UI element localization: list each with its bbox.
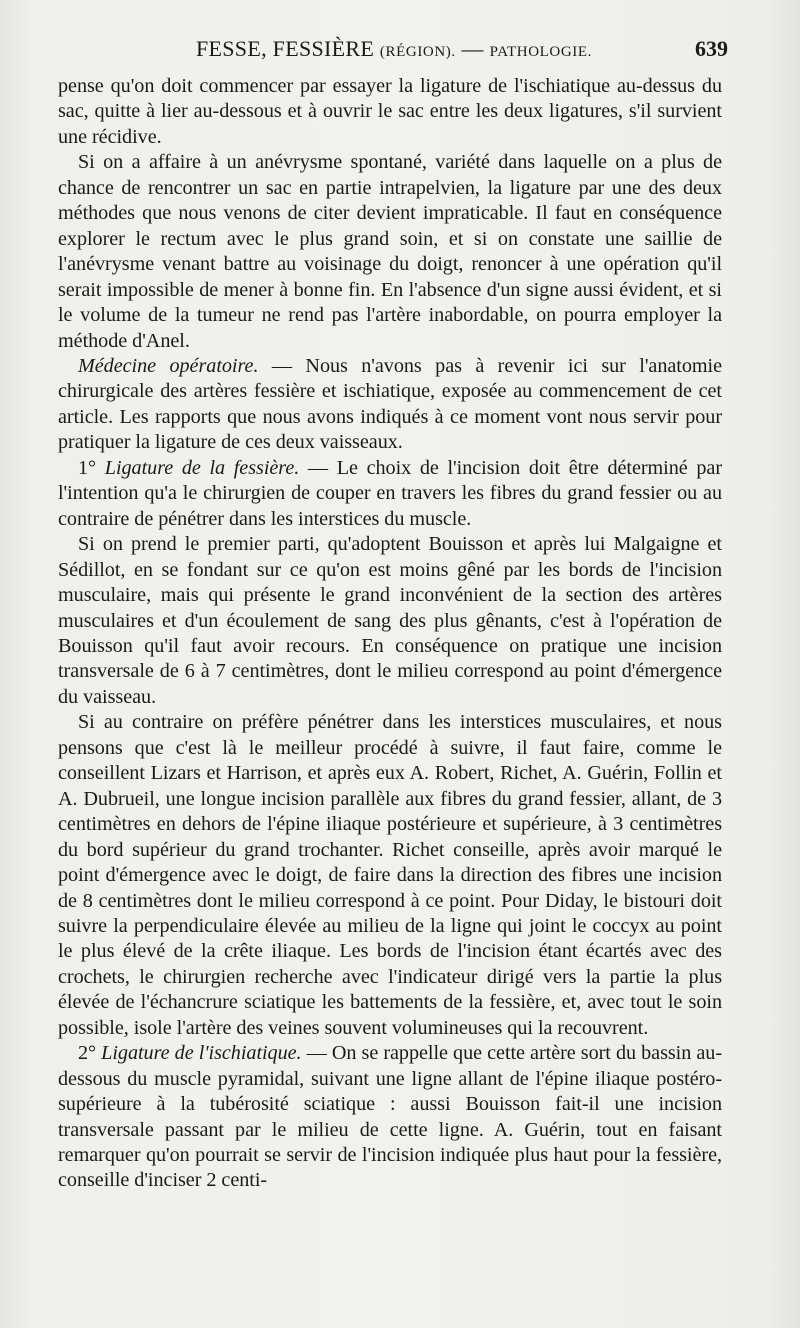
paragraph [58,74,722,150]
paragraph-text: Si on a affaire à un anévrysme spontané, variété dans laquelle on a plus de chance de rencontrer un sac en partie intrapelvien, la ligature par une des deux méthodes que nous venons de citer devient impraticable. Il faut en conséquence explorer le rectum avec le plus grand soin, et si on constate une saillie de l'anévrysme venant battre au voisinage du doigt, renoncer à une opération qu'il serait impossible de mener à bonne fin. En l'absence d'un signe aussi évident, et si le volume de la tumeur ne rend pas l'artère inabordable, on pourra employer la méthode d'Anel. [58,151,722,352]
page-number: 639 [695,36,728,61]
paragraph-lead: Ligature de la fessière. [104,456,300,479]
paragraph-lead: Médecine opératoire. [78,354,259,377]
paragraph-text: Si au contraire on préfère pénétrer dans les interstices musculaires, et nous pensons que c'est là le meilleur procédé à suivre, il faut faire, comme le conseillent Lizars et Harrison, et après eux A. Robert, Richet, A. Guérin, Follin et A. Dubrueil, une longue incision parallèle aux fibres du grand fessier, allant, de 3 centimètres en dehors de l'épine iliaque postérieure et supérieure, à 3 centimètres du bord supérieur du grand trochanter. Richet conseille, après avoir marqué le point d'émergence avec le doigt, de faire dans la direction des fibres une incision de 8 centimètres dont le milieu correspond à ce point. Pour Diday, le bistouri doit suivre la perpendiculaire élevée au milieu de la ligne qui joint le coccyx au point le plus élevé de la crête iliaque. Les bords de l'incision étant écartés avec des crochets, le chirurgien recherche avec l'indicateur dirigé vers la partie la plus élevée de l'échancrure sciatique les battements de la fessière, et, avec tout le soin possible, isole l'artère des veines souvent volumineuses qui la recouvrent. [58,711,722,1039]
paragraph [58,456,722,532]
paragraph [58,532,722,710]
paragraph-text: Si on prend le premier parti, qu'adoptent Bouisson et après lui Malgaigne et Sédillot, en se fondant sur ce qu'on est moins gêné par les bords de l'incision musculaire, mais qui présente le grand inconvénient de la section des artères musculaires et d'un écoulement de sang des plus gênants, c'est à l'opération de Bouisson qu'il faut avoir recours. En conséquence on pratique une incision transversale de 6 à 7 centimètres, dont le milieu correspond au point d'émergence du vaisseau. [58,533,722,708]
running-header [58,36,728,68]
header-title [196,36,592,62]
paragraph-text: — On se rappelle que cette artère sort du bassin au-dessous du muscle pyramidal, suivant une ligne allant de l'épine iliaque postéro-supérieure à la tubérosité sciatique : aussi Bouisson fait-il une incision transversale passant par le milieu de cette ligne. A. Guérin, tout en faisant remarquer qu'on pourrait se servir de l'incision indiquée plus haut pour la fessière, conseille d'inciser 2 centi- [58,1042,723,1192]
paragraph-lead: Ligature de l'ischiatique. [101,1042,302,1065]
paragraph-text: pense qu'on doit commencer par essayer la ligature de l'ischiatique au-dessus du sac, quitte à lier au-dessous et à ouvrir le sac entre les deux ligatures, s'il survient une récidive. [58,75,722,148]
body-text [58,74,722,1194]
header-title-dash: — [461,36,484,61]
header-title-main: FESSE, FESSIÈRE [196,36,375,61]
paragraph-text: — Le choix de l'incision doit être déterminé par l'intention qu'a le chirurgien de couper en travers les fibres du grand fessier ou au contraire de pénétrer dans les interstices du muscle. [58,456,722,530]
paragraph [58,1041,722,1194]
paragraph-prefix: 2° [78,1042,97,1065]
paragraph [58,710,722,1041]
paragraph-prefix: 1° [78,456,97,479]
header-title-section: PATHOLOGIE. [489,44,592,60]
paragraph-text: — Nous n'avons pas à revenir ici sur l'anatomie chirurgicale des artères fessière et ischiatique, exposée au commencement de cet article. Les rapports que nous avons indiqués à ce moment vont nous servir pour pratiquer la ligature de ces deux vaisseaux. [58,354,722,454]
header-title-region: (RÉGION). [379,44,456,60]
paragraph [58,354,722,456]
paragraph [58,150,722,354]
